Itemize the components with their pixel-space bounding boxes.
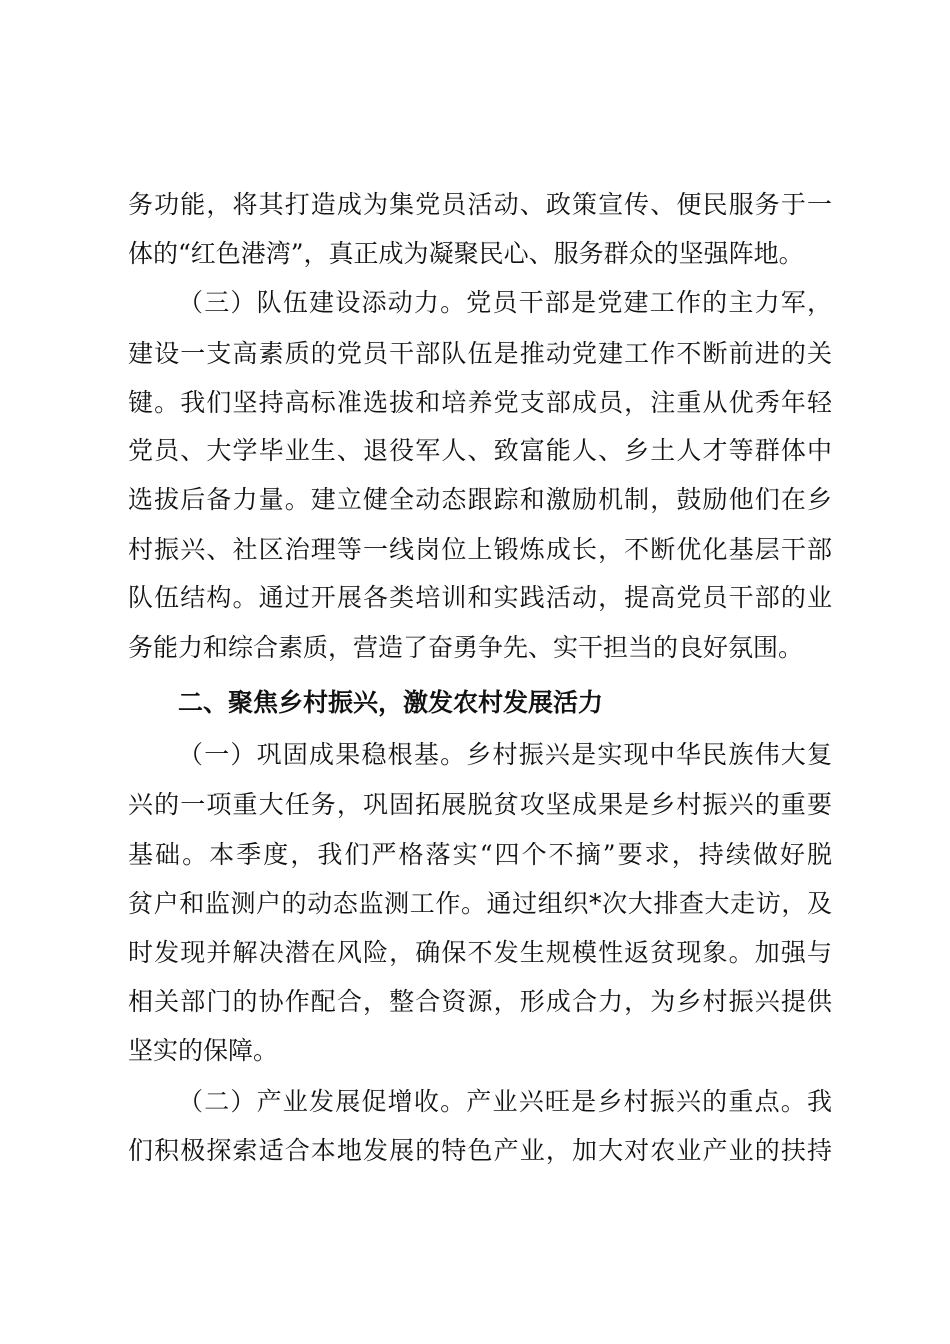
paragraph-line: （三）队伍建设添动力。党员干部是党建工作的主力军，: [178, 288, 832, 317]
paragraph-line: 党员、大学毕业生、退役军人、致富能人、乡土人才等群体中: [128, 436, 832, 465]
paragraph-line: 务功能，将其打造成为集党员活动、政策宣传、便民服务于一: [128, 190, 832, 219]
paragraph-line: （一）巩固成果稳根基。乡村振兴是实现中华民族伟大复: [178, 740, 832, 769]
paragraph-line: 体的“红色港湾”，真正成为凝聚民心、服务群众的坚强阵地。: [128, 239, 804, 268]
paragraph-line: 队伍结构。通过开展各类培训和实践活动，提高党员干部的业: [128, 583, 832, 612]
section-heading: 二、聚焦乡村振兴，激发农村发展活力: [178, 688, 604, 717]
paragraph-line: 建设一支高素质的党员干部队伍是推动党建工作不断前进的关: [128, 339, 832, 368]
paragraph-line: 兴的一项重大任务，巩固拓展脱贫攻坚成果是乡村振兴的重要: [128, 790, 832, 819]
paragraph-line: 们积极探索适合本地发展的特色产业，加大对农业产业的扶持: [128, 1136, 832, 1165]
paragraph-line: 时发现并解决潜在风险，确保不发生规模性返贫现象。加强与: [128, 938, 832, 967]
paragraph-line: 基础。本季度，我们严格落实“四个不摘”要求，持续做好脱: [128, 840, 832, 869]
paragraph-line: （二）产业发展促增收。产业兴旺是乡村振兴的重点。我: [178, 1087, 832, 1116]
paragraph-line: 贫户和监测户的动态监测工作。通过组织*次大排查大走访，及: [128, 889, 832, 918]
paragraph-line: 相关部门的协作配合，整合资源，形成合力，为乡村振兴提供: [128, 987, 832, 1016]
paragraph-line: 村振兴、社区治理等一线岗位上锻炼成长，不断优化基层干部: [128, 535, 832, 564]
paragraph-line: 选拔后备力量。建立健全动态跟踪和激励机制，鼓励他们在乡: [128, 485, 832, 514]
paragraph-line: 坚实的保障。: [128, 1036, 279, 1065]
paragraph-line: 务能力和综合素质，营造了奋勇争先、实干担当的良好氛围。: [128, 633, 804, 662]
paragraph-line: 键。我们坚持高标准选拔和培养党支部成员，注重从优秀年轻: [128, 388, 832, 417]
